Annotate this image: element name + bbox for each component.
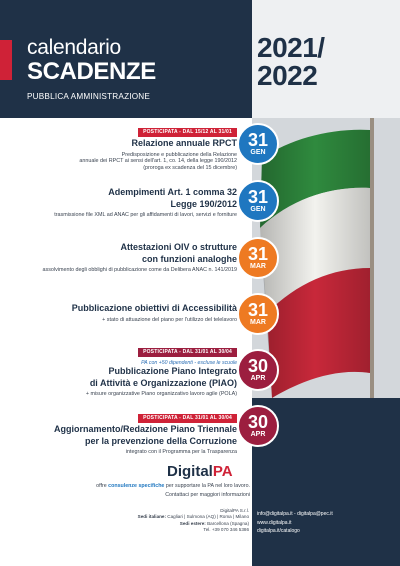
badge-month: APR: [250, 375, 266, 382]
deadline-entry-4: [0, 303, 237, 323]
date-badge-4: [237, 293, 279, 335]
year-start: 2021/: [257, 32, 325, 63]
desc-line: annuale dei RPCT ai sensi dell'art. 1, co. 14, della legge 190/2012: [79, 158, 237, 165]
website-link[interactable]: www.digitalpa.it: [257, 519, 292, 526]
deadline-entry-5: [0, 340, 237, 398]
badge-day: 30: [247, 412, 269, 432]
date-badge-2: [237, 180, 279, 222]
entry-title: di Attività e Organizzazione (PIAO): [89, 377, 237, 388]
date-badge-6: [237, 405, 279, 447]
logo-accent: PA: [212, 463, 233, 480]
entry-description: integrato con il Programma per la Trasparenza: [125, 449, 237, 455]
digitalpa-logo[interactable]: [167, 463, 233, 480]
entry-title: Relazione annuale RPCT: [131, 138, 237, 148]
desc-line: (proroga ex scadenza del 15 dicembre): [143, 165, 237, 172]
entry-title: Legge 190/2012: [170, 198, 237, 209]
catalog-link[interactable]: digitalpa.it/catalogo: [257, 528, 300, 535]
contact-links: [257, 510, 333, 536]
deadline-entry-6: [0, 406, 237, 456]
email-link[interactable]: info@digitalpa.it - digitalpa@pec.it: [257, 511, 333, 517]
company-name: DigitalPA S.r.l.: [220, 508, 249, 513]
date-badge-3: [237, 237, 279, 279]
entry-description: + stato di attuazione del piano per l'utilizzo del telelavoro: [102, 316, 237, 323]
phone: Tel. +39 070 346 5386: [203, 526, 249, 532]
entry-title: Pubblicazione Piano Integrato: [108, 366, 237, 376]
entry-title: per la prevenzione della Corruzione: [84, 435, 237, 446]
offer-pre: offre: [96, 483, 107, 489]
sedi-italiane-label: Sedi italiane:: [137, 514, 167, 520]
sedi-italiane-value: Cagliari | Sulmona (AQ) | Roma | Milano: [167, 514, 249, 520]
subtitle: PUBBLICA AMMINISTRAZIONE: [27, 92, 151, 101]
badge-day: 31: [247, 130, 269, 150]
sedi-estere-label: Sedi estere:: [179, 520, 206, 526]
logo-text: Digital: [167, 463, 213, 480]
entry-title: Pubblicazione obiettivi di Accessibilità: [71, 303, 237, 313]
date-badge-5: [237, 349, 279, 391]
title-scadenze: SCADENZE: [27, 58, 156, 85]
badge-day: 30: [247, 356, 269, 376]
contact-cta: Contattaci per maggiori informazioni: [165, 492, 250, 498]
offer-highlight: consulenze specifiche: [108, 483, 165, 489]
deadline-entry-2: [0, 187, 237, 219]
red-accent-bar: [0, 40, 12, 80]
postponed-tag: POSTICIPATA - DAL 15/12 AL 31/01: [138, 128, 237, 137]
company-info: [0, 508, 249, 533]
badge-month: APR: [250, 431, 266, 438]
date-badge-1: [237, 123, 279, 165]
badge-month: GEN: [250, 206, 266, 213]
badge-day: 31: [247, 300, 269, 320]
postponed-tag: POSTICIPATA - DAL 31/01 AL 30/04: [138, 348, 237, 357]
badge-month: GEN: [250, 149, 266, 156]
entry-description: trasmissione file XML ad ANAC per gli affidamenti di lavori, servizi e forniture: [54, 212, 237, 218]
badge-day: 31: [247, 187, 269, 207]
badge-month: MAR: [250, 263, 266, 270]
sedi-estere-value: Barcellona (Spagna): [207, 520, 249, 526]
deadline-entry-3: [0, 242, 237, 274]
entry-title: con funzioni analoghe: [142, 253, 237, 264]
year-end: 2022: [257, 60, 318, 91]
badge-month: MAR: [250, 319, 266, 326]
entry-title: Adempimenti Art. 1 comma 32: [108, 187, 237, 197]
postponed-tag: POSTICIPATA - DAL 31/01 AL 30/04: [138, 414, 237, 423]
offer-post: per supportare la PA nel loro lavoro.: [165, 483, 250, 489]
desc-line: Predisposizione e pubblicazione della Relazione: [121, 151, 237, 158]
entry-title: Aggiornamento/Redazione Piano Triennale: [53, 424, 237, 434]
entry-description: [0, 152, 237, 172]
entry-description: + misure organizzative Piano organizzativo lavoro agile (POLA): [85, 391, 237, 397]
entry-title: Attestazioni OIV o strutture: [120, 242, 237, 252]
title-calendario: calendario: [27, 36, 121, 59]
badge-day: 31: [247, 244, 269, 264]
deadline-entry-1: [0, 120, 237, 172]
entry-description: assolvimento degli obblighi di pubblicazione come da Delibera ANAC n. 141/2019: [42, 267, 237, 273]
entry-note: PA con +50 dipendenti - escluse le scuole: [141, 360, 237, 366]
offer-text: [0, 483, 252, 489]
